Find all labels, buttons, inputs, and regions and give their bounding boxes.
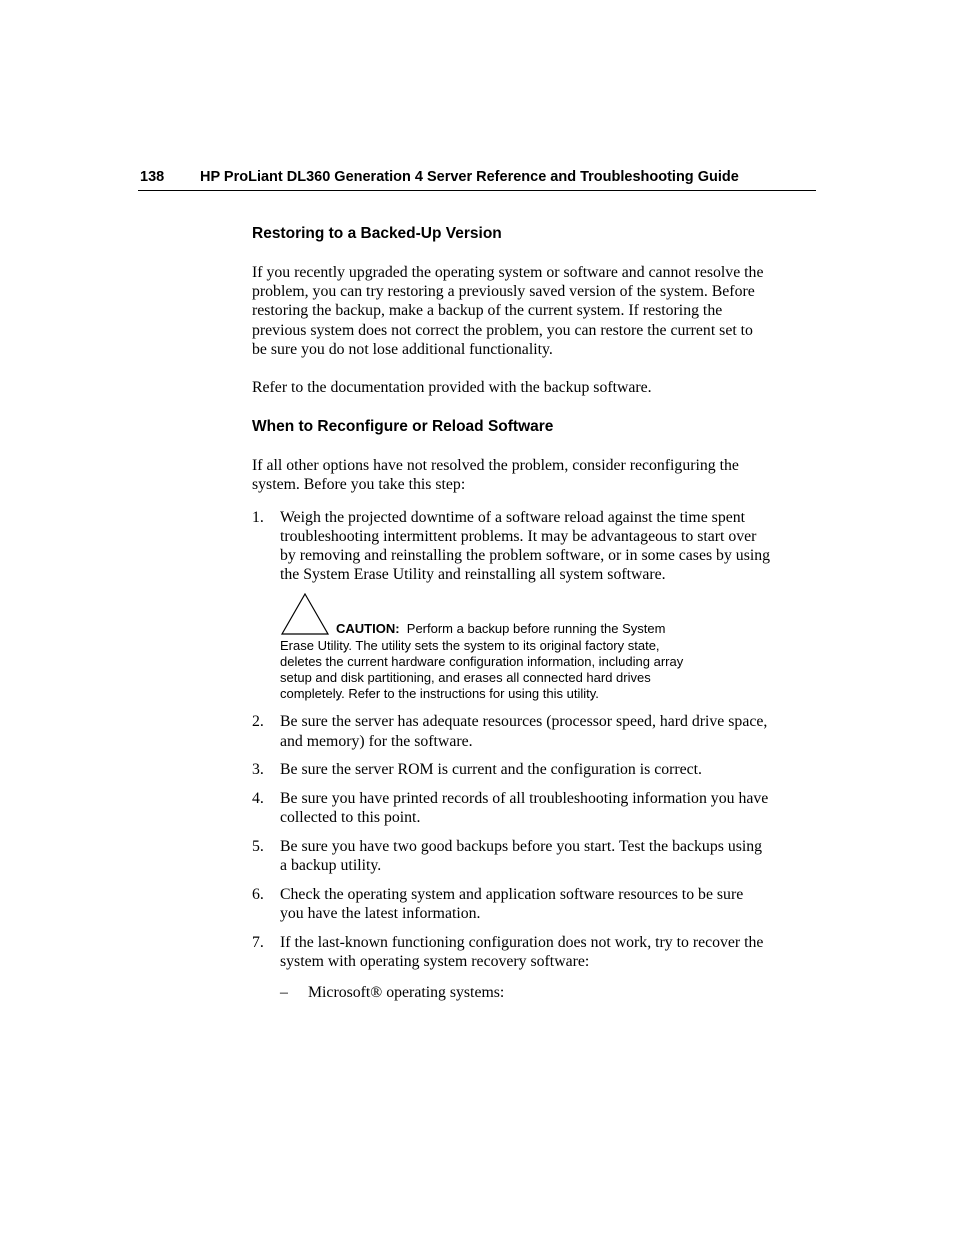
caution-triangle-icon xyxy=(280,593,330,635)
text-line: completely. Refer to the instructions for using this utility. xyxy=(280,686,599,702)
page-number: 138 xyxy=(140,169,165,185)
list-item xyxy=(252,885,816,923)
text-line: deletes the current hardware configuration information, including array xyxy=(280,653,684,669)
header-title: HP ProLiant DL360 Generation 4 Server Reference and Troubleshooting Guide xyxy=(200,169,739,185)
text-line: If the last-known functioning configuration does not work, try to recover the xyxy=(280,933,764,951)
text-line: previous system does not correct the problem, you can restore the current set to xyxy=(252,321,753,339)
text-line: Perform a backup before running the System xyxy=(406,621,666,637)
text-line: system with operating system recovery software: xyxy=(280,952,590,970)
text-line: Be sure the server has adequate resources (processor speed, hard drive space, xyxy=(280,713,768,731)
list-number: 5. xyxy=(252,837,264,855)
text-line: Be sure you have printed records of all troubleshooting information you have xyxy=(280,790,769,808)
list-number: 1. xyxy=(252,508,264,526)
caution-box xyxy=(280,593,730,702)
list-item xyxy=(252,837,816,875)
page-content xyxy=(252,222,816,1002)
text-line: and memory) for the software. xyxy=(280,732,473,750)
list-item xyxy=(252,712,816,750)
text-line: If all other options have not resolved the problem, consider reconfiguring the xyxy=(252,457,739,475)
text-line: problem, you can try restoring a previously saved version of the system. Before xyxy=(252,283,755,301)
text-line: a backup utility. xyxy=(280,857,382,875)
paragraph-intro xyxy=(252,456,816,494)
text-line: Be sure the server ROM is current and the configuration is correct. xyxy=(280,761,702,779)
list-number: 4. xyxy=(252,790,264,808)
list-item xyxy=(252,508,816,585)
section-heading-restoring: Restoring to a Backed-Up Version xyxy=(252,225,502,242)
paragraph-refer: Refer to the documentation provided with the backup software. xyxy=(252,379,652,397)
text-line: Microsoft® operating systems: xyxy=(308,984,505,1002)
paragraph-restoring xyxy=(252,263,816,359)
list-number: 6. xyxy=(252,885,264,903)
text-line: be sure you do not lose additional functionality. xyxy=(252,340,553,358)
steps-list-continued xyxy=(252,712,816,971)
section-heading-reconfigure: When to Reconfigure or Reload Software xyxy=(252,418,554,436)
text-line: setup and disk partitioning, and erases all connected hard drives xyxy=(280,670,651,686)
caution-label: CAUTION: xyxy=(336,621,400,637)
text-line: Erase Utility. The utility sets the system to its original factory state, xyxy=(280,637,660,653)
dash-bullet: – xyxy=(280,984,288,1002)
text-line: If you recently upgraded the operating system or software and cannot resolve the xyxy=(252,264,764,281)
list-item xyxy=(252,789,816,827)
text-line: by removing and reinstalling the problem software, or in some cases by using xyxy=(280,547,771,565)
text-line: collected to this point. xyxy=(280,809,421,827)
list-number: 3. xyxy=(252,761,264,779)
text-line: Be sure you have two good backups before you start. Test the backups using xyxy=(280,837,763,855)
caution-text xyxy=(280,593,730,702)
list-item xyxy=(252,933,816,971)
text-line: the System Erase Utility and reinstalling all system software. xyxy=(280,566,666,584)
text-line: system. Before you take this step: xyxy=(252,476,466,494)
list-number: 7. xyxy=(252,933,264,951)
steps-list xyxy=(252,508,816,585)
text-line: Weigh the projected downtime of a software reload against the time spent xyxy=(280,508,746,526)
text-line: troubleshooting intermittent problems. It may be advantageous to start over xyxy=(280,527,757,545)
sub-list-item xyxy=(252,983,816,1002)
text-line: restoring the backup, make a backup of the current system. If restoring the xyxy=(252,302,723,320)
text-line: you have the latest information. xyxy=(280,905,481,923)
list-item xyxy=(252,760,816,779)
list-number: 2. xyxy=(252,713,264,731)
text-line: Check the operating system and application software resources to be sure xyxy=(280,885,744,903)
running-header xyxy=(138,166,816,191)
